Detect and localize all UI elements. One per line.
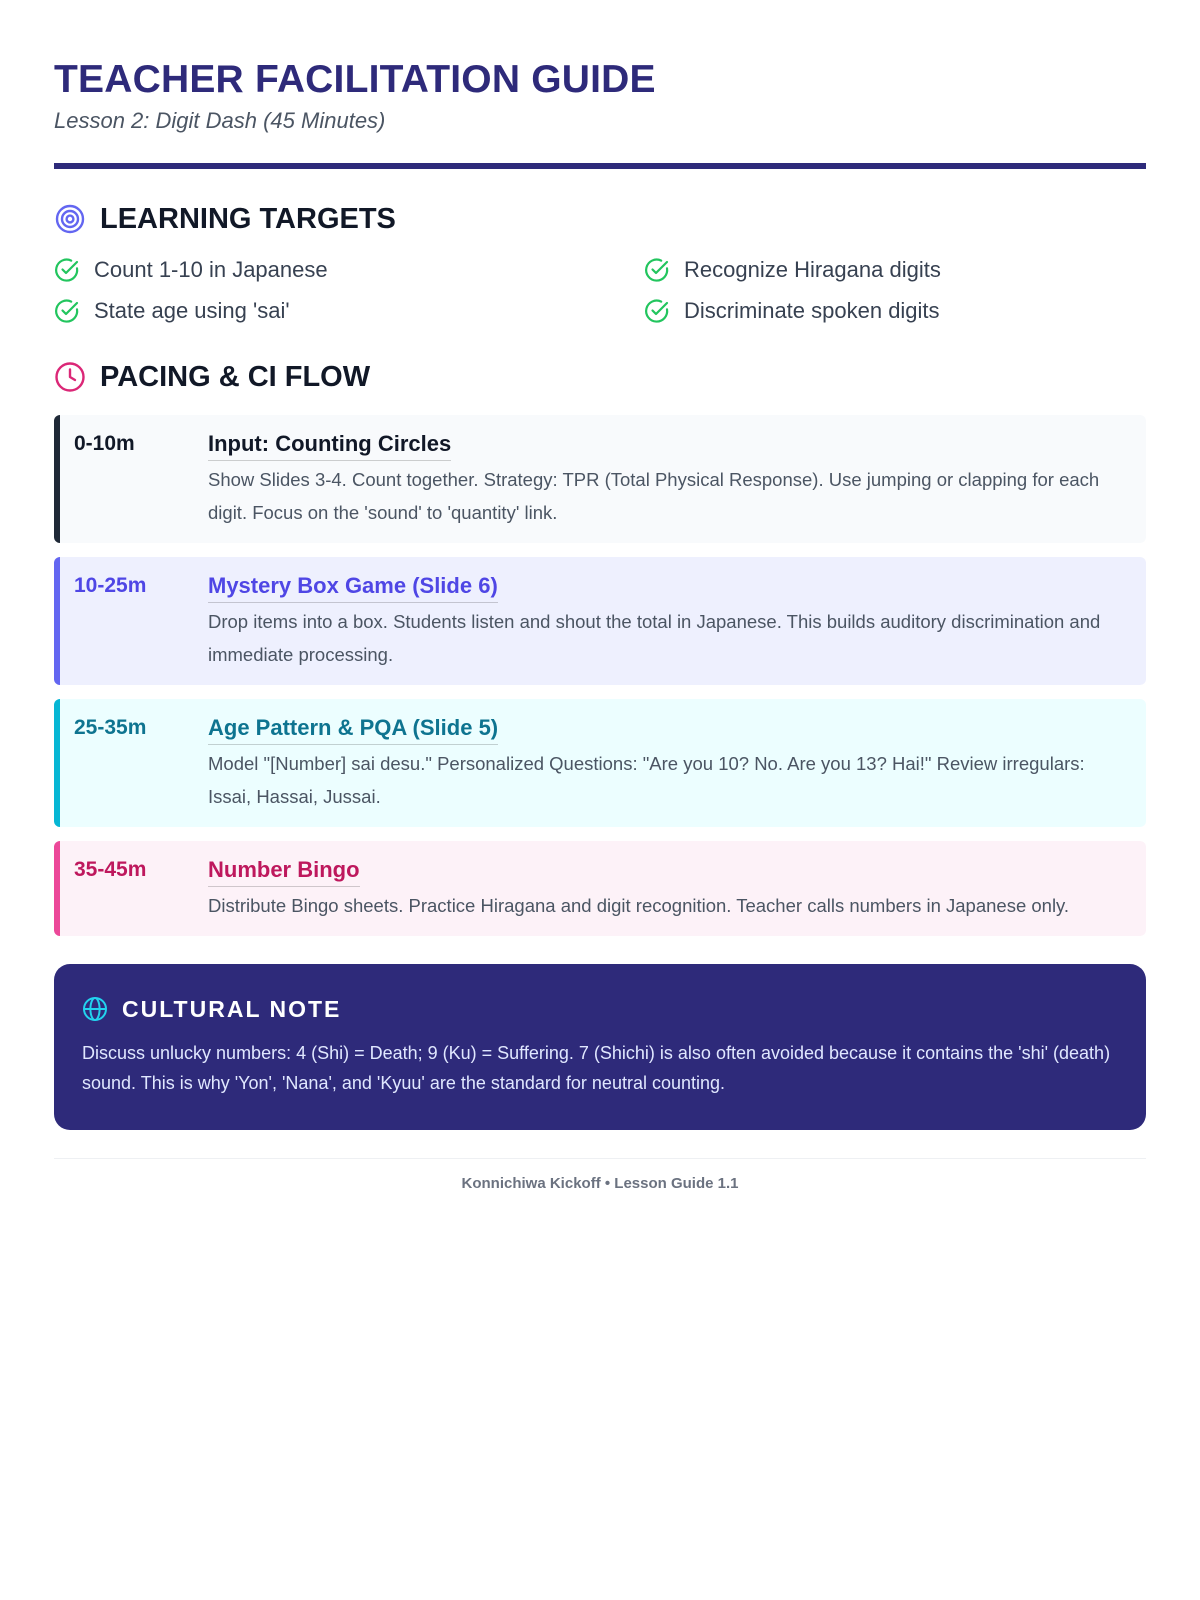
step-title: Mystery Box Game (Slide 6) [208, 571, 498, 603]
pacing-step [54, 557, 1146, 685]
learning-targets-list [54, 256, 1146, 325]
footer-divider [54, 1158, 1146, 1159]
step-body [208, 429, 1128, 529]
check-circle-icon [644, 298, 670, 324]
check-circle-icon [54, 298, 80, 324]
check-circle-icon [54, 257, 80, 283]
step-body [208, 571, 1128, 671]
step-accent-bar [54, 415, 60, 543]
step-accent-bar [54, 699, 60, 827]
cultural-note-heading: CULTURAL NOTE [122, 996, 342, 1022]
pacing-step [54, 699, 1146, 827]
target-label: State age using 'sai' [94, 298, 290, 323]
target-label: Recognize Hiragana digits [684, 257, 941, 282]
learning-targets-header [54, 199, 1146, 239]
cultural-note-card [54, 964, 1146, 1130]
step-accent-bar [54, 557, 60, 685]
globe-icon [82, 996, 108, 1022]
step-description: Drop items into a box. Students listen and shout the total in Japanese. This builds auditory discrimination and immediate processing. [208, 611, 1101, 665]
step-title: Number Bingo [208, 855, 360, 887]
target-icon [54, 203, 86, 235]
step-title: Age Pattern & PQA (Slide 5) [208, 713, 498, 745]
step-description: Distribute Bingo sheets. Practice Hiragana and digit recognition. Teacher calls numbers in Japanese only. [208, 895, 1070, 916]
step-description: Show Slides 3-4. Count together. Strategy: TPR (Total Physical Response). Use jumping or clapping for each digit. Focus on the 'sound' to 'quantity' link. [208, 469, 1100, 523]
list-item [644, 297, 1144, 325]
step-time: 25-35m [74, 716, 147, 739]
page-header [54, 0, 1146, 169]
step-time: 0-10m [74, 432, 135, 455]
page-footer: Konnichiwa Kickoff • Lesson Guide 1.1 [461, 1175, 739, 1192]
pacing-flow [54, 415, 1146, 936]
pacing-heading: PACING & CI FLOW [100, 361, 371, 393]
list-item [54, 297, 644, 325]
step-body [208, 713, 1128, 813]
cultural-note-header [82, 994, 1118, 1024]
clock-icon [54, 361, 86, 393]
step-description: Model "[Number] sai desu." Personalized Questions: "Are you 10? No. Are you 13? Hai!" Review irregulars: Issai, Hassai, Jussai. [208, 753, 1085, 807]
step-accent-bar [54, 841, 60, 936]
pacing-header [54, 357, 1146, 397]
header-divider [54, 163, 1146, 169]
pacing-step [54, 415, 1146, 543]
target-label: Discriminate spoken digits [684, 298, 940, 323]
pacing-step [54, 841, 1146, 936]
step-time: 35-45m [74, 858, 147, 881]
page-title: TEACHER FACILITATION GUIDE [54, 58, 656, 101]
step-body [208, 855, 1128, 922]
cultural-note-text: Discuss unlucky numbers: 4 (Shi) = Death; 9 (Ku) = Suffering. 7 (Shichi) is also often avoided because it contains the 'shi' (death) sound. This is why 'Yon', 'Nana', and 'Kyuu' are the standard for neutral counting. [82, 1043, 1111, 1093]
check-circle-icon [644, 257, 670, 283]
list-item [644, 256, 1144, 284]
page-subtitle: Lesson 2: Digit Dash (45 Minutes) [54, 108, 386, 133]
step-title: Input: Counting Circles [208, 429, 451, 461]
step-time: 10-25m [74, 574, 147, 597]
target-label: Count 1-10 in Japanese [94, 257, 328, 282]
list-item [54, 256, 644, 284]
learning-targets-heading: LEARNING TARGETS [100, 203, 396, 235]
